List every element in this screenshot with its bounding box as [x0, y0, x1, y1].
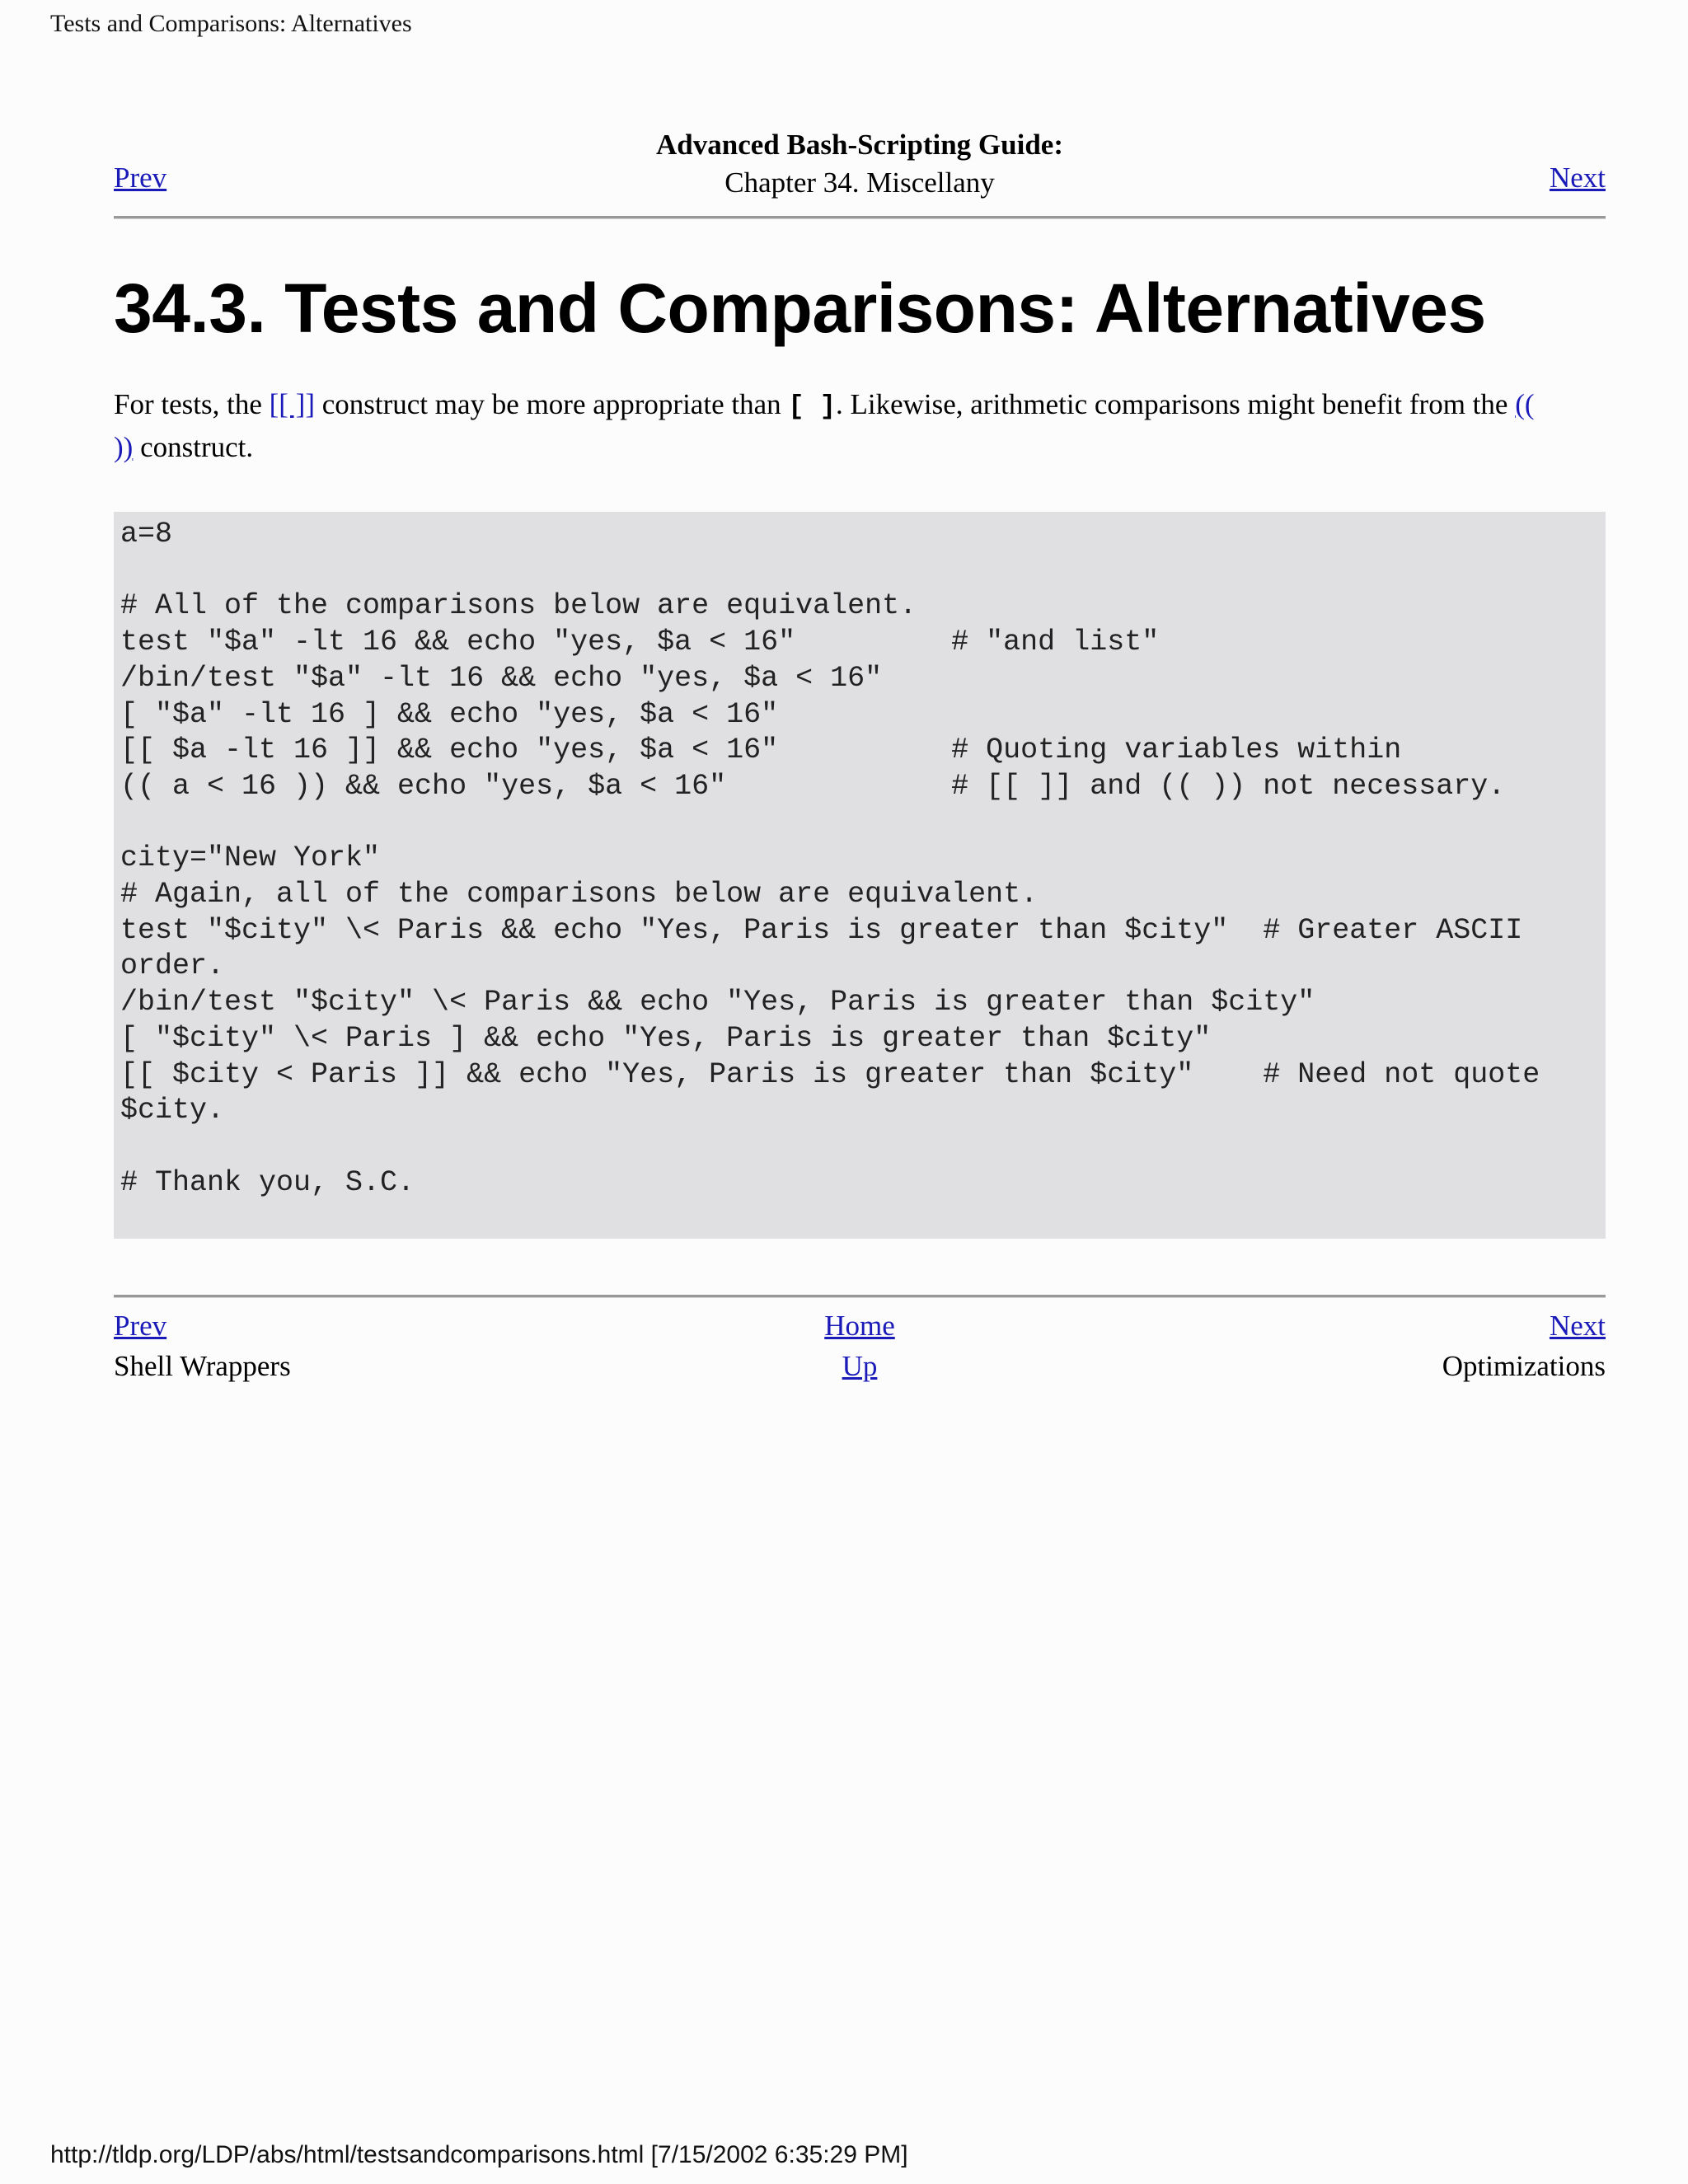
section-title: 34.3. Tests and Comparisons: Alternatives	[114, 269, 1486, 347]
code-listing: a=8 # All of the comparisons below are equivalent. test "$a" -lt 16 && echo "yes, $a < 16" # "and list" /bin/test "$a" -lt 16 && echo "yes, $a < 16" [ "$a" -lt 16 ] && echo "yes, $a < 16" [[ $a -lt 16 ]] && echo "yes, $a < 16" # Quoting variables within (( a < 16 )) && echo "yes, $a < 16" # [[ ]] and (( )) not necessary. city="New York" # Again, all of the comparisons below are equivalent. test "$city" \< Paris && echo "Yes, Paris is greater than $city" # Greater ASCII order. /bin/test "$city" \< Paris && echo "Yes, Paris is greater than $city" [ "$city" \< Paris ] && echo "Yes, Paris is greater than $city" [[ $city < Paris ]] && echo "Yes, Paris is greater than $city" # Need not quote $city. # Thank you, S.C.	[114, 512, 1606, 1239]
intro-text: construct may be more appropriate than	[314, 388, 789, 420]
prev-page-title: Shell Wrappers	[114, 1350, 291, 1383]
double-paren-link-open: ((	[1515, 388, 1535, 420]
bottom-nav-table	[114, 1310, 1606, 1390]
home-link[interactable]: Home	[824, 1310, 895, 1343]
top-navigation	[114, 124, 1606, 216]
top-divider	[114, 216, 1606, 219]
page-content	[114, 124, 1606, 1390]
intro-text: . Likewise, arithmetic comparisons might benefit from the	[835, 388, 1516, 420]
prev-link[interactable]: Prev	[114, 162, 167, 194]
next-link[interactable]: Next	[1549, 1310, 1606, 1343]
intro-text: construct.	[133, 431, 254, 463]
double-paren-link-close: ))	[114, 431, 134, 463]
bottom-navigation	[114, 1295, 1606, 1390]
up-link[interactable]: Up	[842, 1350, 878, 1383]
guide-title: Advanced Bash-Scripting Guide:	[656, 129, 1063, 161]
print-header: Tests and Comparisons: Alternatives	[50, 10, 412, 37]
double-bracket-link[interactable]: [[ ]]	[269, 388, 315, 420]
intro-paragraph	[114, 384, 1606, 467]
prev-link[interactable]: Prev	[114, 1310, 167, 1343]
inline-code: [ ]	[788, 391, 836, 422]
chapter-title: Chapter 34. Miscellany	[724, 166, 995, 199]
bottom-divider	[114, 1295, 1606, 1298]
print-footer-url: http://tldp.org/LDP/abs/html/testsandcomparisons.html [7/15/2002 6:35:29 PM]	[50, 2141, 908, 2168]
intro-text: For tests, the	[114, 388, 270, 420]
next-page-title: Optimizations	[1442, 1350, 1606, 1383]
next-link[interactable]: Next	[1549, 162, 1606, 194]
